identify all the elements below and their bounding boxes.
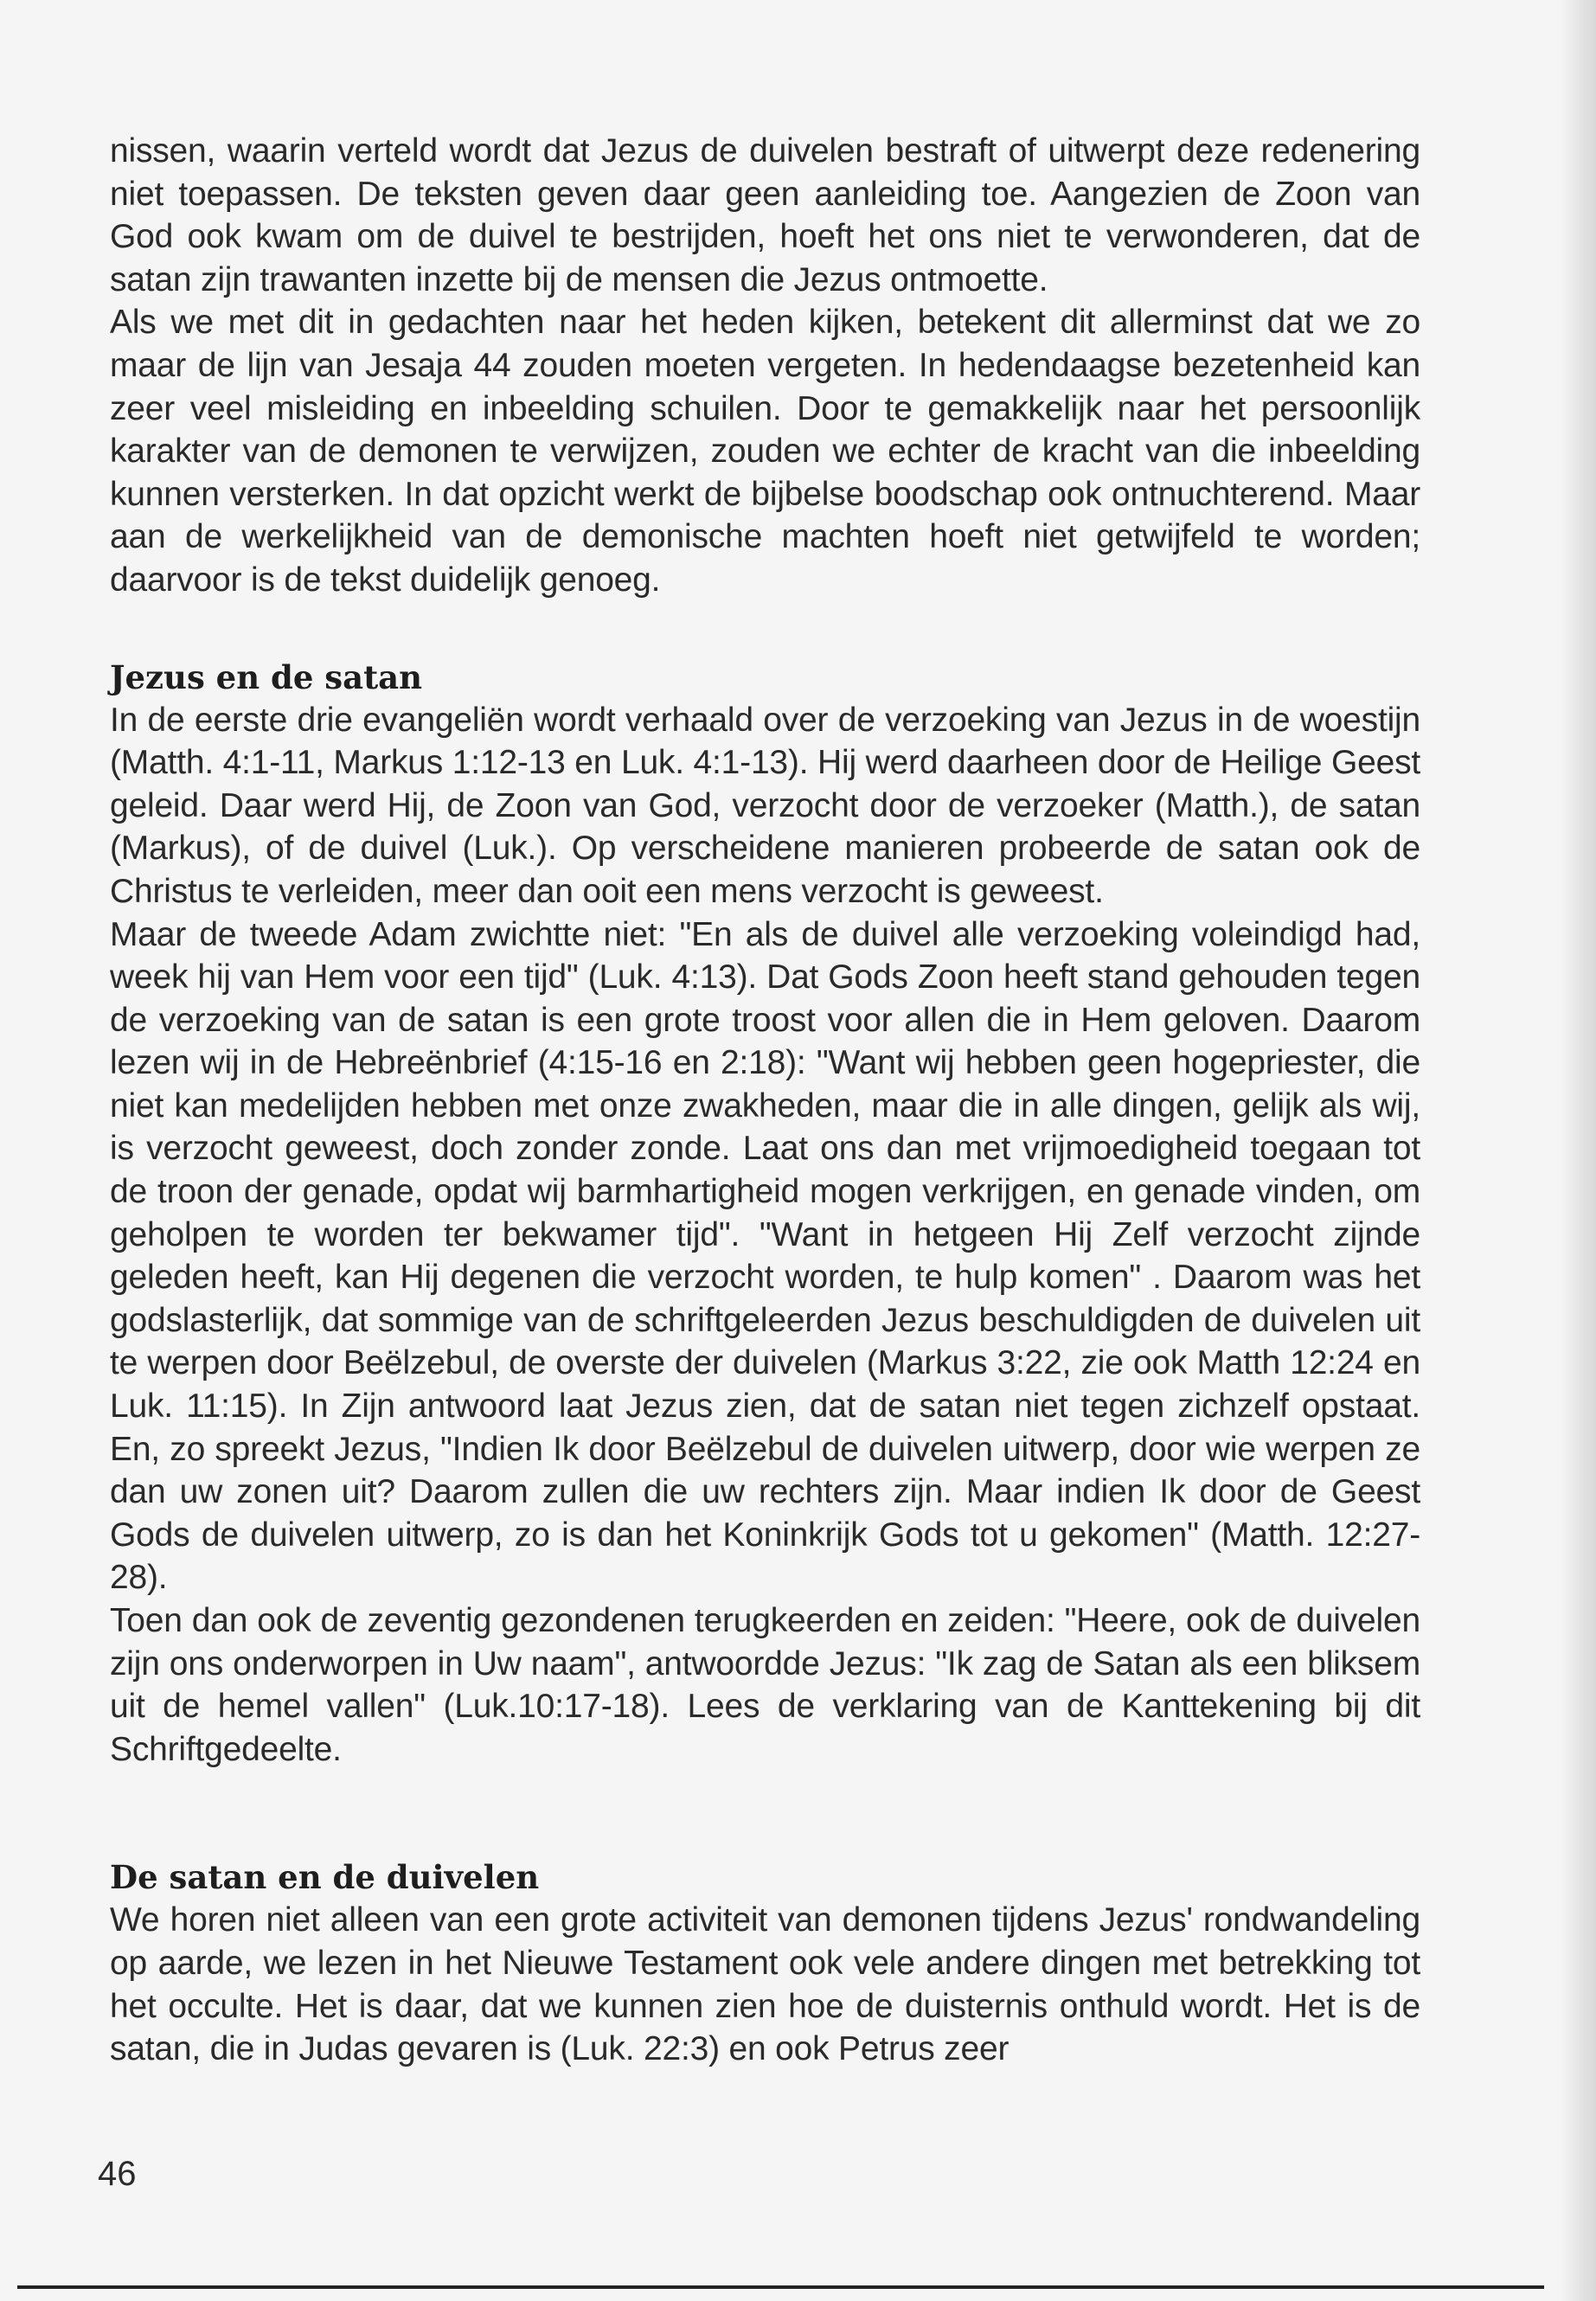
page-spine-shadow [1561, 0, 1596, 2301]
section-heading-de-satan-en-de-duivelen: De satan en de duivelen [110, 1858, 540, 1897]
bottom-edge-divider [17, 2285, 1544, 2289]
section-heading-jezus-en-de-satan: Jezus en de satan [110, 657, 423, 696]
paragraph-section1-3: Toen dan ook de zeventig gezondenen terugkeerden en zeiden: "Heere, ook de duivelen zijn ons onderworpen in Uw naam", antwoordde Jezus: "Ik zag de Satan als een bliksem uit de hemel vallen" (Luk.10:17-18). Lees de verklaring van de Kanttekening bij dit Schriftgedeelte. [110, 1602, 1420, 1768]
page-number: 46 [98, 2155, 137, 2193]
page-content [110, 130, 1420, 2071]
paragraph-section2-1: We horen niet alleen van een grote activiteit van demonen tijdens Jezus' rondwandeling op aarde, we lezen in het Nieuwe Testament ook vele andere dingen met betrekking tot het occulte. Het is daar, dat we kunnen zien hoe de duisternis onthuld wordt. Het is de satan, die in Judas gevaren is (Luk. 22:3) en ook Petrus zeer [110, 1901, 1420, 2068]
paragraph-section1-1: In de eerste drie evangeliën wordt verhaald over de verzoeking van Jezus in de woestijn (Matth. 4:1-11, Markus 1:12-13 en Luk. 4:1-13). Hij werd daarheen door de Heilige Geest geleid. Daar werd Hij, de Zoon van God, verzocht door de verzoeker (Matth.), de satan (Markus), of de duivel (Luk.). Op verscheidene manieren probeerde de satan ook de Christus te verleiden, meer dan ooit een mens verzocht is geweest. [110, 701, 1420, 910]
paragraph-intro-1: nissen, waarin verteld wordt dat Jezus de duivelen bestraft of uitwerpt deze redenering niet toepassen. De teksten geven daar geen aanleiding toe. Aangezien de Zoon van God ook kwam om de duivel te bestrijden, hoeft het ons niet te verwonderen, dat de satan zijn trawanten inzette bij de mensen die Jezus ontmoette. [110, 132, 1420, 298]
paragraph-intro-2: Als we met dit in gedachten naar het heden kijken, betekent dit allerminst dat we zo maar de lijn van Jesaja 44 zouden moeten vergeten. In hedendaagse bezetenheid kan zeer veel misleiding en inbeelding schuilen. Door te gemakkelijk naar het persoonlijk karakter van de demonen te verwijzen, zouden we echter de kracht van die inbeelding kunnen versterken. In dat opzicht werkt de bijbelse boodschap ook ontnuchterend. Maar aan de werkelijkheid van de demonische machten hoeft niet getwijfeld te worden; daarvoor is de tekst duidelijk genoeg. [110, 304, 1420, 599]
paragraph-section1-2: Maar de tweede Adam zwichtte niet: "En als de duivel alle verzoeking voleindigd had, week hij van Hem voor een tijd" (Luk. 4:13). Dat Gods Zoon heeft stand gehouden tegen de verzoeking van de satan is een grote troost voor allen die in Hem geloven. Daarom lezen wij in de Hebreënbrief (4:15-16 en 2:18): "Want wij hebben geen hogepriester, die niet kan medelijden hebben met onze zwakheden, maar die in alle dingen, gelijk als wij, is verzocht geweest, doch zonder zonde. Laat ons dan met vrijmoedigheid toegaan tot de troon der genade, opdat wij barmhartigheid mogen verkrijgen, en genade vinden, om geholpen te worden ter bekwamer tijd". "Want in hetgeen Hij Zelf verzocht zijnde geleden heeft, kan Hij degenen die verzocht worden, te hulp komen" . Daarom was het godslasterlijk, dat sommige van de schriftgeleerden Jezus beschuldigden de duivelen uit te werpen door Beëlzebul, de overste der duivelen (Markus 3:22, zie ook Matth 12:24 en Luk. 11:15). In Zijn antwoord laat Jezus zien, dat de satan niet tegen zichzelf opstaat. En, zo spreekt Jezus, "Indien Ik door Beëlzebul de duivelen uitwerp, door wie werpen ze dan uw zonen uit? Daarom zullen die uw rechters zijn. Maar indien Ik door de Geest Gods de duivelen uitwerp, zo is dan het Koninkrijk Gods tot u gekomen" (Matth. 12:27-28). [110, 915, 1420, 1597]
